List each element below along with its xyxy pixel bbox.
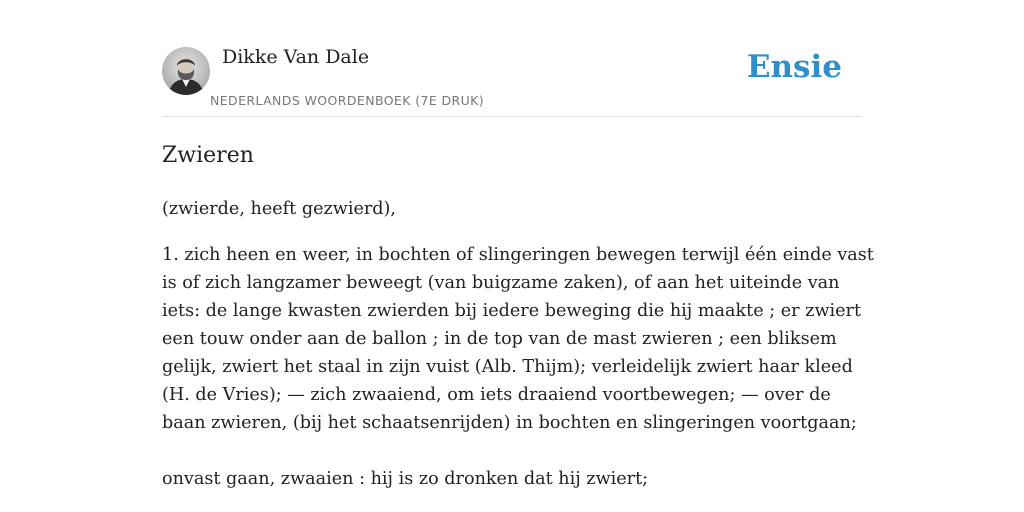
portrait-icon <box>162 47 210 95</box>
entry-card <box>162 40 874 493</box>
entry-grammar: (zwierde, heeft gezwierd), <box>162 199 397 219</box>
ensie-logo[interactable]: Ensie <box>746 49 842 85</box>
author-name[interactable]: Dikke Van Dale <box>222 46 370 68</box>
dictionary-source: NEDERLANDS WOORDENBOEK (7E DRUK) <box>210 93 485 108</box>
definition-1: 1. zich heen en weer, in bochten of slingeringen bewegen terwijl één einde vast is of zich langzamer beweegt (van buigzame zaken), of aan het uiteinde van iets: de lange kwasten zwierden bij iedere beweging die hij maakte ; er zwiert een touw onder aan de ballon ; in de top van de mast zwieren ; een bliksem gelijk, zwiert het staal in zijn vuist (Alb. Thijm); verleidelijk zwiert haar kleed (H. de Vries); — zich zwaaiend, om iets draaiend voortbewegen; — over de baan zwieren, (bij het schaatsenrijden) in bochten en slingeringen voortgaan; <box>162 245 874 433</box>
author-avatar[interactable] <box>162 47 210 95</box>
entry-title: Zwieren <box>162 143 254 168</box>
entry-header <box>162 40 862 117</box>
definition-2: onvast gaan, zwaaien : hij is zo dronken dat hij zwiert; <box>162 469 649 489</box>
